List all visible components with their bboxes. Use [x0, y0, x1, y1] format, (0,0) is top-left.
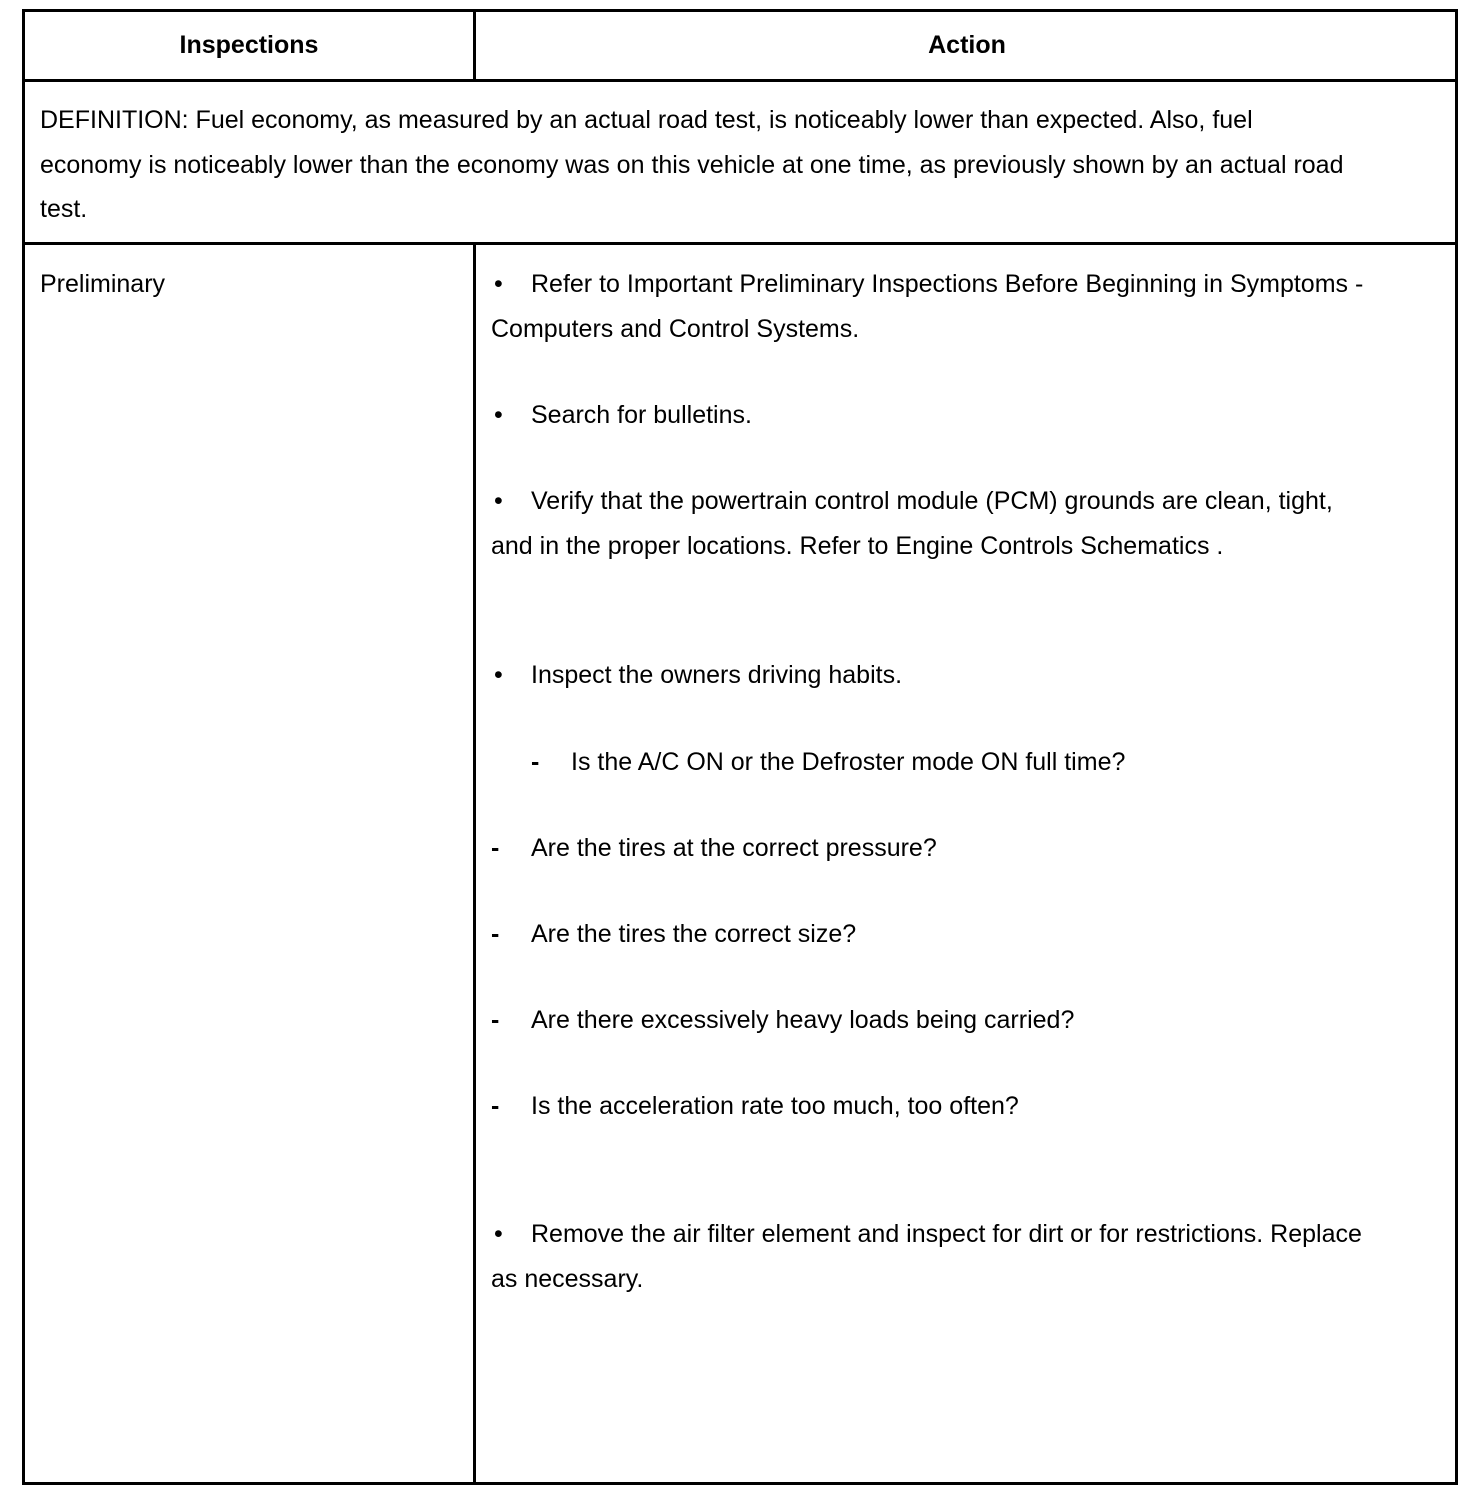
action-text: Remove the air filter element and inspect for dirt or for restrictions. Replace as necessary.	[491, 1220, 1362, 1293]
inspection-preliminary: Preliminary	[40, 270, 166, 298]
bullet-marker: •	[494, 401, 503, 429]
header-row-divider	[25, 79, 1455, 82]
bullet-marker: •	[494, 1220, 503, 1248]
definition-row-divider	[25, 242, 1455, 245]
action-text: Search for bulletins.	[531, 401, 752, 429]
action-text: Is the A/C ON or the Defroster mode ON full time?	[571, 748, 1126, 776]
action-subitem	[491, 998, 1371, 1043]
bullet-marker: •	[494, 661, 503, 689]
action-item	[491, 1212, 1371, 1301]
action-item	[491, 653, 1371, 698]
action-text: Verify that the powertrain control module (PCM) grounds are clean, tight, and in the proper locations. Refer to Engine Controls Schematics .	[491, 487, 1333, 560]
bullet-marker: •	[494, 270, 503, 298]
action-item	[491, 479, 1371, 568]
action-subitem	[491, 1084, 1371, 1129]
body-column-divider	[473, 242, 476, 1482]
action-text: Inspect the owners driving habits.	[531, 661, 903, 689]
action-text: Is the acceleration rate too much, too often?	[531, 1092, 1019, 1120]
action-text: Are there excessively heavy loads being carried?	[531, 1006, 1075, 1034]
action-subitem	[491, 826, 1371, 871]
action-item	[491, 262, 1371, 351]
header-action: Action	[928, 31, 1006, 59]
definition-text: DEFINITION: Fuel economy, as measured by an actual road test, is noticeably lower than expected. Also, fuel economy is noticeably lower than the economy was on this vehicle at one time, as previously shown by an actual road test.	[40, 106, 1344, 223]
header-column-divider	[473, 12, 476, 79]
bullet-marker: •	[494, 487, 503, 515]
action-subitem	[491, 912, 1371, 957]
dash-marker: -	[491, 1092, 500, 1120]
action-item	[491, 393, 1371, 438]
dash-marker: -	[491, 834, 500, 862]
action-text: Are the tires the correct size?	[531, 920, 857, 948]
action-subitem	[531, 740, 1411, 785]
action-text: Refer to Important Preliminary Inspections Before Beginning in Symptoms - Computers and Control Systems.	[491, 270, 1364, 343]
inspection-table	[22, 9, 1458, 1485]
dash-marker: -	[491, 1006, 500, 1034]
action-text: Are the tires at the correct pressure?	[531, 834, 937, 862]
dash-marker: -	[491, 920, 500, 948]
dash-marker: -	[531, 748, 540, 776]
header-inspections: Inspections	[179, 31, 319, 59]
